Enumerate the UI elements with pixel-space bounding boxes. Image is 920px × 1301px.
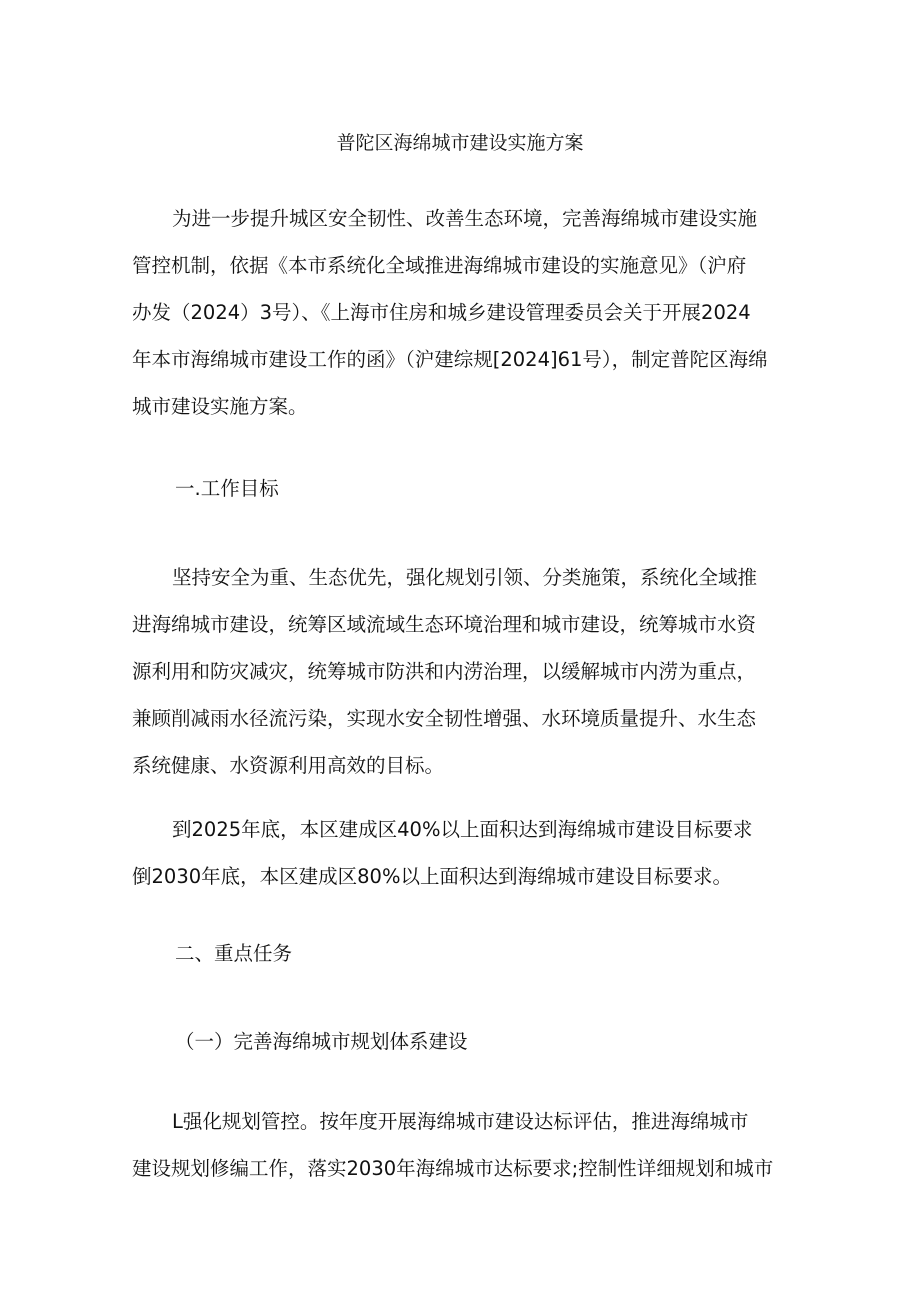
section-heading-key-tasks: 二、重点任务: [175, 942, 293, 965]
subsection-heading-planning: （一）完善海绵城市规划体系建设: [175, 1030, 468, 1053]
goals-line: 兼顾削减雨水径流污染，实现水安全韧性增强、水环境质量提升、水生态: [132, 707, 757, 730]
intro-line: 管控机制，依据《本市系统化全域推进海绵城市建设的实施意见》（沪府: [132, 254, 747, 277]
targets-line: 到2025年底，本区建成区40%以上面积达到海绵城市建设目标要求: [172, 818, 753, 841]
targets-paragraph: [132, 806, 784, 900]
task-paragraph: [132, 1098, 784, 1192]
intro-line: 为进一步提升城区安全韧性、改善生态环境，完善海绵城市建设实施: [172, 207, 758, 230]
goals-line: 进海绵城市建设，统筹区域流域生态环境治理和城市建设，统筹城市水资: [132, 613, 757, 636]
task-line: L强化规划管控。按年度开展海绵城市建设达标评估，推进海绵城市: [172, 1110, 749, 1133]
section-heading-goals: 一.工作目标: [175, 477, 279, 500]
goals-paragraph: [132, 554, 784, 789]
document-title: 普陀区海绵城市建设实施方案: [336, 132, 584, 154]
intro-paragraph: [132, 195, 784, 430]
goals-line: 源利用和防灾减灾，统筹城市防洪和内涝治理，以缓解城市内涝为重点，: [132, 660, 757, 683]
targets-line: 倒2030年底，本区建成区80%以上面积达到海绵城市建设目标要求。: [132, 865, 732, 888]
goals-line: 系统健康、水资源利用高效的目标。: [132, 754, 445, 777]
intro-line: 城市建设实施方案。: [132, 395, 308, 418]
intro-line: 年本市海绵城市建设工作的函》（沪建综规[2024]61号），制定普陀区海绵: [132, 348, 768, 371]
goals-line: 坚持安全为重、生态优先，强化规划引领、分类施策，系统化全域推: [172, 566, 758, 589]
intro-line: 办发（2024）3号）、《上海市住房和城乡建设管理委员会关于开展2024: [132, 301, 751, 324]
task-line: 建设规划修编工作，落实2030年海绵城市达标要求;控制性详细规划和城市: [132, 1157, 774, 1180]
